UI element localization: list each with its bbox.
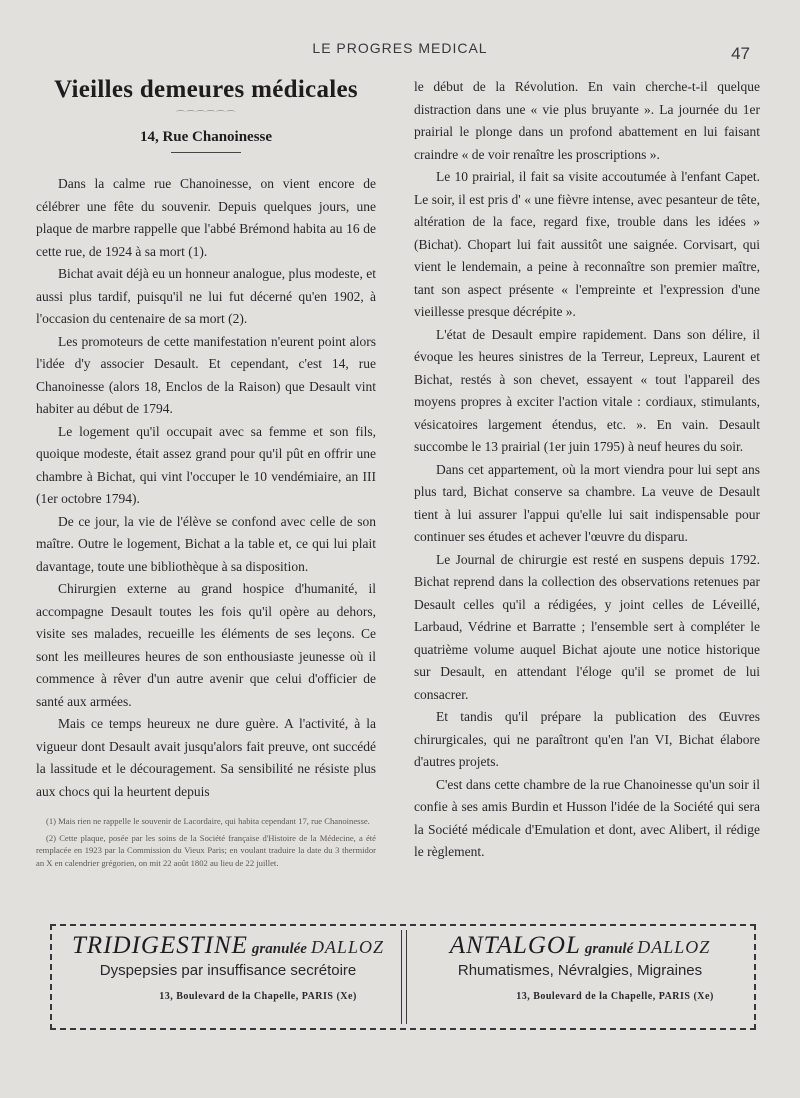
- paragraph: Le logement qu'il occupait avec sa femme et son fils, quoique modeste, était assez grand pour qu'il pût en offrir une chambre à Bichat, qui vint l'occuper le 10 vendémiaire, an III (1er octobre 1794).: [36, 423, 376, 506]
- advertisement-band: [50, 924, 756, 1030]
- paragraph: Les promoteurs de cette manifestation n'eurent point alors l'idée d'y associer Desault. Et cependant, c'est 14, rue Chanoinesse (alors 18, Enclos de la Raison) que Desault vint habiter au début de 1794.: [36, 333, 376, 416]
- footnote: (1) Mais rien ne rappelle le souvenir de Lacordaire, qui habita cependant 17, rue Chanoinesse.: [46, 816, 370, 826]
- footnotes: [36, 815, 376, 869]
- ad-tagline: Dyspepsies par insuffisance secrétoire: [99, 962, 357, 979]
- ad-antalgol: [408, 932, 752, 1022]
- journal-title: LE PROGRES MEDICAL: [312, 40, 488, 56]
- paragraph: Le 10 prairial, il fait sa visite accoutumée à l'enfant Capet. Le soir, il est pris d' « une fièvre intense, avec pesanteur de tête, altération de la face, regard fixe, trouble dans les idées » (Bichat). Chopart lui fait aussitôt une saignée. Corvisart, qui vient le lendemain, a peine à reconnaître son premier maître, tant son aspect présente « l'empreinte et l'expression d'une vieillesse presque décrépite ».: [414, 169, 760, 319]
- article-subtitle: 14, Rue Chanoinesse: [139, 129, 273, 145]
- ad-product-form: granulée: [251, 941, 307, 957]
- ad-tagline: Rhumatismes, Névralgies, Migraines: [457, 962, 703, 979]
- ad-product-name: ANTALGOL: [449, 932, 581, 959]
- ad-product-form: granulé: [584, 941, 634, 957]
- ad-address: 13, Boulevard de la Chapelle, PARIS (Xe): [516, 991, 714, 1002]
- paragraph: Bichat avait déjà eu un honneur analogue, plus modeste, et aussi plus tardif, puisqu'il ne lui fut décerné qu'en 1902, à l'occasion du centenaire de sa mort (2).: [36, 266, 376, 326]
- left-column: [36, 76, 376, 873]
- paragraph: Le Journal de chirurgie est resté en suspens depuis 1792. Bichat reprend dans la collection des observations retenues par Desault celles qu'il a rédigées, y joint celles de Léveillé, Larbaud, Védrine et Barratte ; l'ensemble sert à compléter le quatrième volume auquel Bichat ajoute une notice historique sur Desault, en attendant l'éloge qu'il se promet de lui consacrer.: [414, 551, 760, 702]
- paragraph: L'état de Desault empire rapidement. Dans son délire, il évoque les heures sinistres de la Terreur, Lepreux, Laurent et Bichat, restés à son chevet, essayent « tout l'appareil des moyens propres à exciter l'action vitale : cordiaux, stimulants, vésicatoires largement étendus, etc. ». En vain. Desault succombe le 13 prairial (1er juin 1795) à neuf heures du soir.: [414, 326, 760, 454]
- ad-brand: DALLOZ: [310, 937, 384, 957]
- ad-brand: DALLOZ: [637, 937, 711, 957]
- paragraph: Mais ce temps heureux ne dure guère. A l'activité, à la vigueur dont Desault avait jusqu'alors fait preuve, ont succédé la lassitude et le découragement. Sa sensibilité ne résiste plus aux chocs qui la heurtent depuis: [36, 716, 376, 799]
- paragraph: le début de la Révolution. En vain cherche-t-il quelque distraction dans une « vie plus bruyante ». La journée du 1er prairial le plonge dans un profond abattement en lui faisant craindre « de voir renaître les proscriptions ».: [414, 79, 760, 162]
- ad-divider: [401, 930, 407, 1024]
- paragraph: De ce jour, la vie de l'élève se confond avec celle de son maître. Outre le logement, Bichat a la table et, ce qui lui plait davantage, toute une bibliothèque à sa disposition.: [36, 513, 376, 574]
- paragraph: Dans cet appartement, où la mort viendra pour lui sept ans plus tard, Bichat conserve sa chambre. La veuve de Desault tient à lui assurer l'appui qu'elle lui sait indispensable pour continuer ses études et achever l'œuvre du disparu.: [414, 461, 760, 544]
- ad-tridigestine: [56, 932, 400, 1022]
- paragraph: C'est dans cette chambre de la rue Chanoinesse qu'un soir il confie à ses amis Burdin et Husson l'idée de la Société qui sera la Société médicale d'Emulation et dont, avec Alibert, il rédige le règlement.: [414, 776, 760, 859]
- ad-address: 13, Boulevard de la Chapelle, PARIS (Xe): [159, 991, 357, 1002]
- paragraph: Dans la calme rue Chanoinesse, on vient encore de célébrer une fête du souvenir. Depuis quelques jours, une plaque de marbre rappelle que l'abbé Brémond habita au 16 de cette rue, de 1924 à sa mort (1).: [36, 176, 376, 259]
- paragraph: Et tandis qu'il prépare la publication des Œuvres chirurgicales, qui ne paraîtront qu'en l'an VI, Bichat élabore d'autres projets.: [414, 709, 760, 769]
- title-ornament: ⌒⌒⌒⌒⌒⌒: [175, 110, 236, 120]
- article-title: Vieilles demeures médicales: [54, 76, 358, 103]
- right-column: [414, 76, 760, 864]
- ad-product-name: TRIDIGESTINE: [72, 932, 248, 959]
- subtitle-rule: [171, 152, 241, 153]
- page-number: 47: [731, 44, 750, 63]
- paragraph: Chirurgien externe au grand hospice d'humanité, il accompagne Desault toutes les fois qu'il opère au dehors, visite ses malades, recueille les éléments de ses leçons. Ce sont les meilleures heures de son enthousiaste jeunesse où il commence à rêver d'un autre avenir que celui d'officier de santé aux armées.: [36, 581, 376, 709]
- footnote: (2) Cette plaque, posée par les soins de la Société française d'Histoire de la Médecine, a été remplacée en 1923 par la Commission du Vieux Paris; en voulant traduire la date du 3 thermidor an X en calendrier grégorien, on mit 22 août 1802 au lieu de 22 juillet.: [36, 832, 376, 868]
